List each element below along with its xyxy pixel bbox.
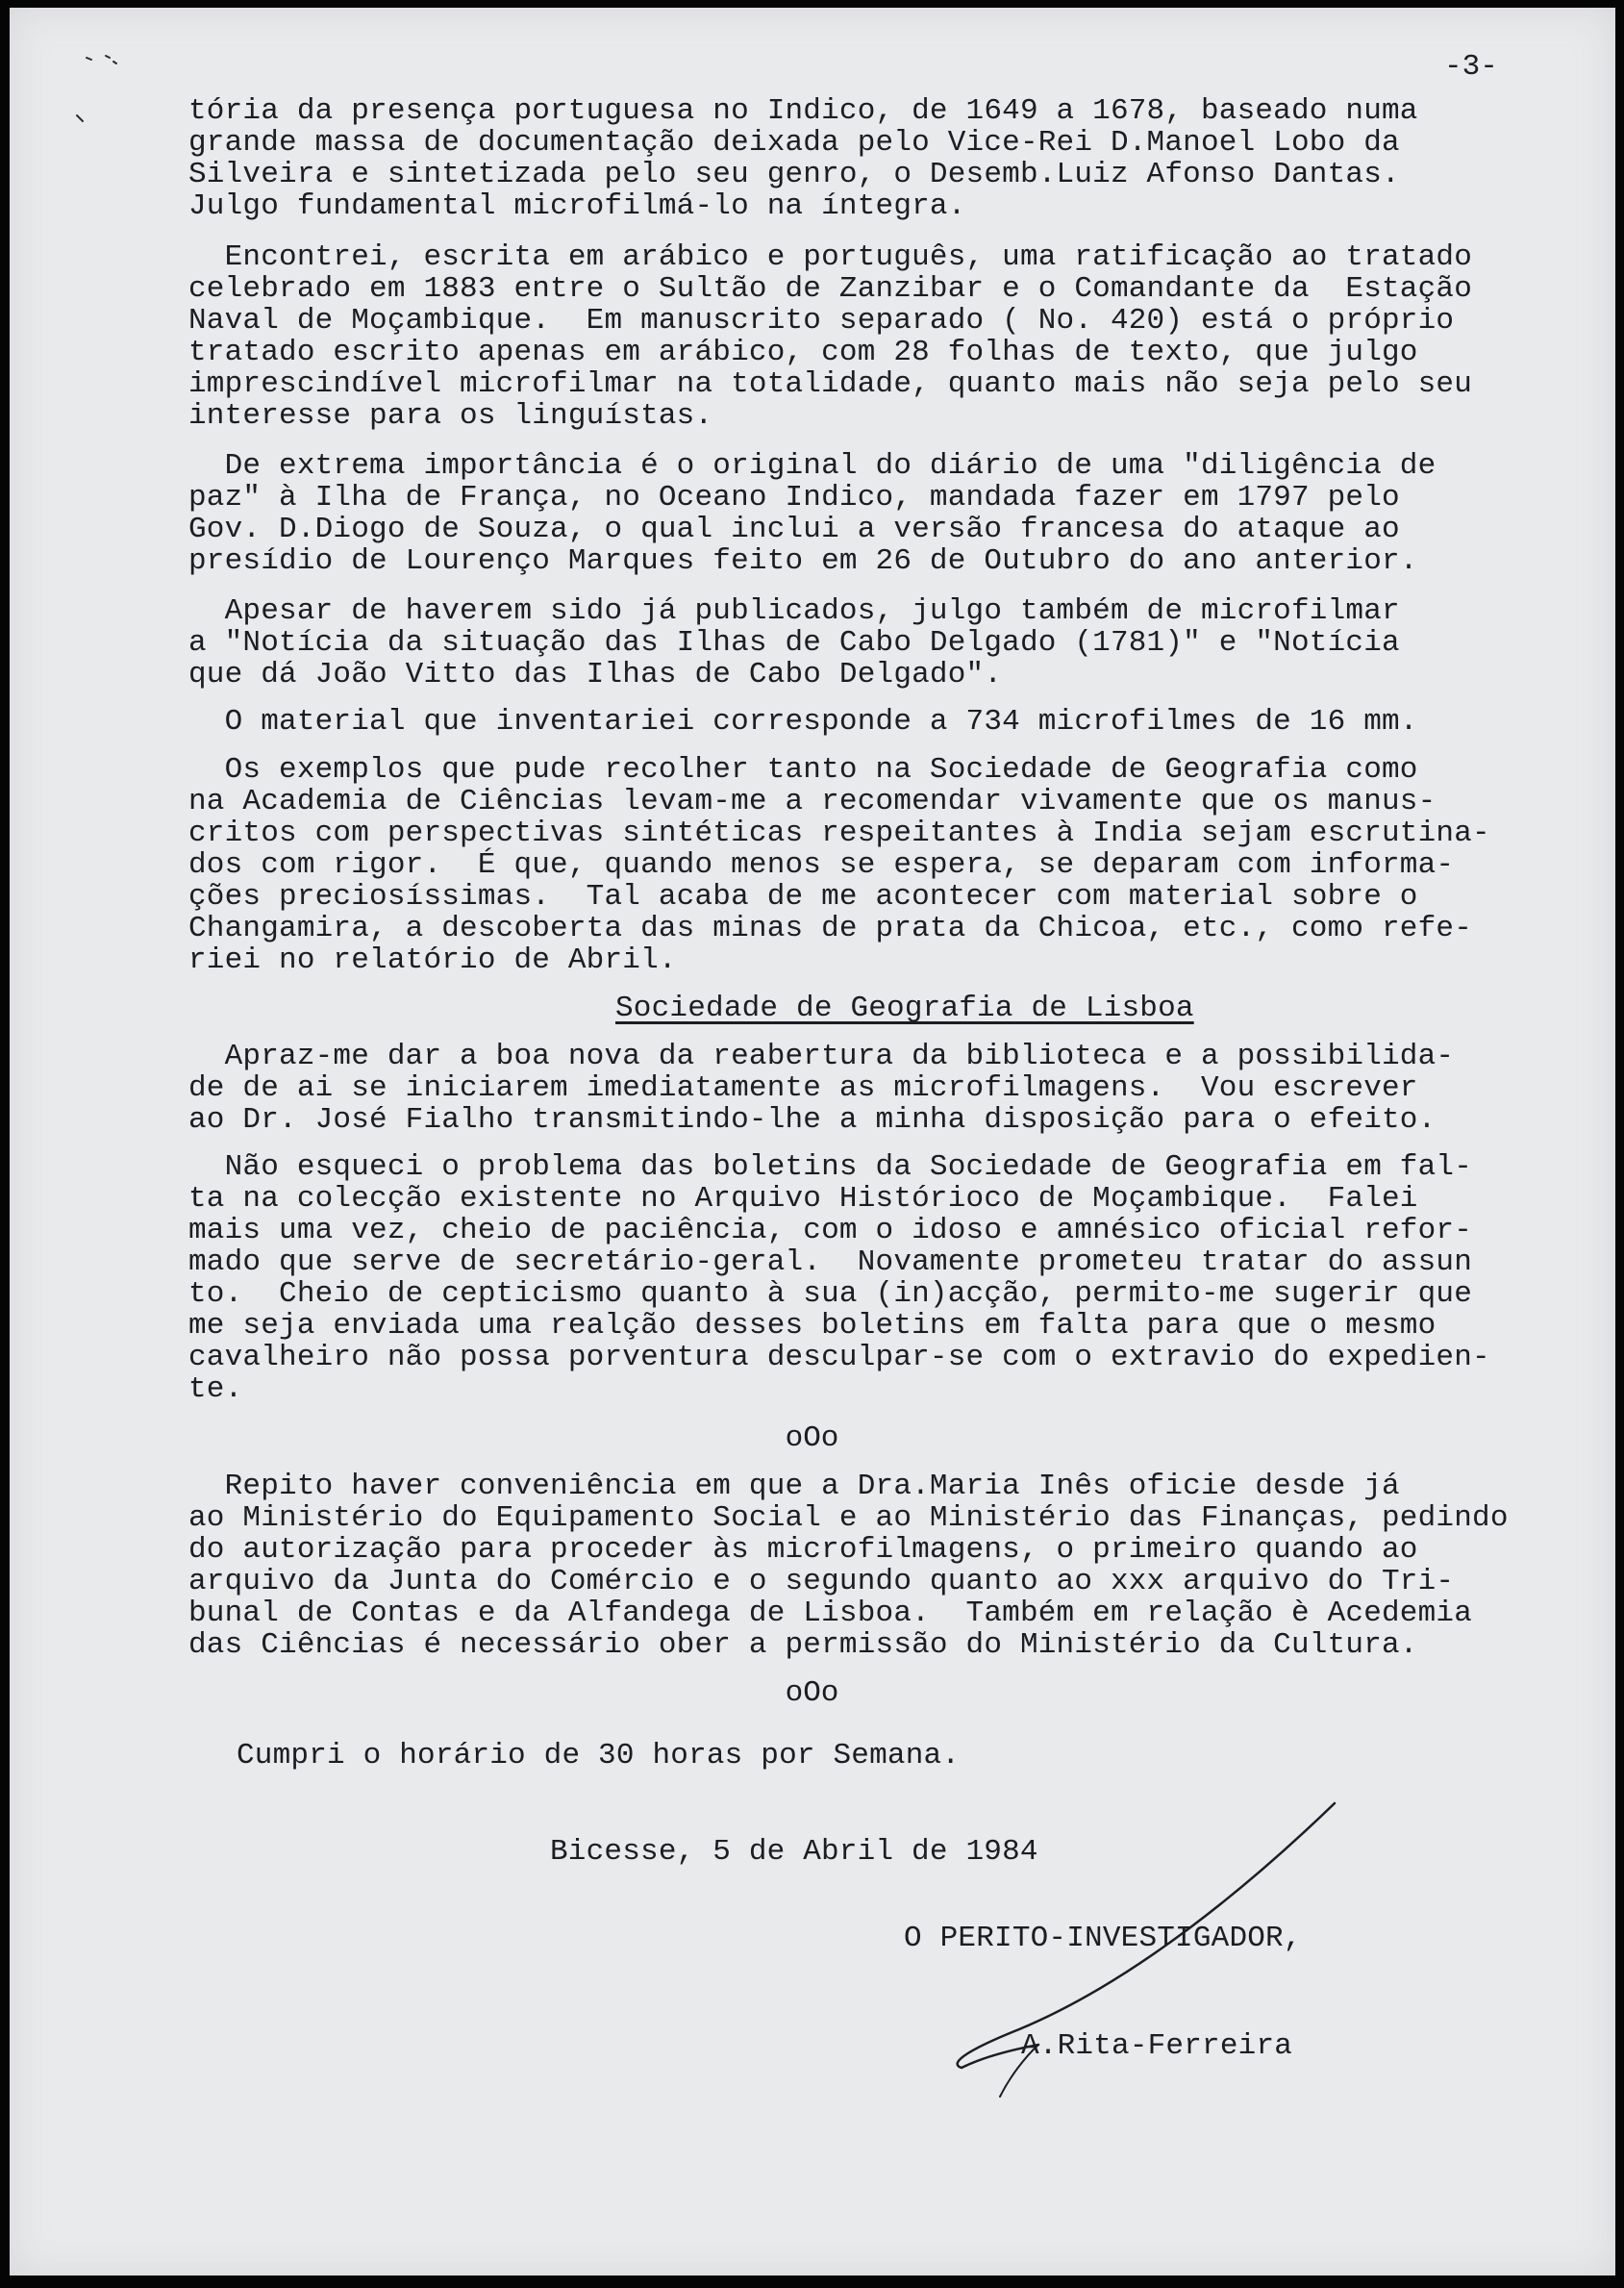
section-paragraph-2-line-5: to. Cheio de cepticismo quanto à sua (in)acção, permito-me sugerir que: [188, 1277, 1473, 1311]
separator-2: oOo: [785, 1676, 839, 1710]
section-paragraph-2-line-2: ta na colecção existente no Arquivo Histórioco de Moçambique. Falei: [188, 1182, 1418, 1216]
signatory-title: O PERITO-INVESTIGADOR,: [904, 1922, 1302, 1955]
closing-paragraph-line-3: do autorização para proceder às microfilmagens, o primeiro quando ao: [188, 1533, 1418, 1567]
paragraph-1-line-1: tória da presença portuguesa no Indico, de 1649 a 1678, baseado numa: [188, 94, 1418, 128]
section-paragraph-1-line-3: ao Dr. José Fialho transmitindo-lhe a minha disposição para o efeito.: [188, 1103, 1437, 1137]
paragraph-2-line-6: interesse para os linguístas.: [188, 399, 713, 433]
paragraph-3-line-4: presídio de Lourenço Marques feito em 26 de Outubro do ano anterior.: [188, 544, 1418, 578]
section-paragraph-2-line-1: Não esqueci o problema das boletins da Sociedade de Geografia em fal-: [188, 1150, 1473, 1184]
paragraph-3-line-2: paz" à Ilha de França, no Oceano Indico, mandada fazer em 1797 pelo: [188, 481, 1400, 515]
paragraph-5-line-1: O material que inventariei corresponde a 734 microfilmes de 16 mm.: [188, 705, 1418, 739]
paragraph-6-line-3: critos com perspectivas sintéticas respeitantes à India sejam escrutina-: [188, 817, 1490, 850]
hours-statement: Cumpri o horário de 30 horas por Semana.: [237, 1739, 961, 1773]
separator-1: oOo: [785, 1421, 839, 1455]
closing-paragraph-line-6: das Ciências é necessário ober a permissão do Ministério da Cultura.: [188, 1628, 1418, 1662]
paragraph-6-line-4: dos com rigor. É que, quando menos se espera, se deparam com informa-: [188, 848, 1455, 882]
paragraph-2-line-1: Encontrei, escrita em arábico e português, uma ratificação ao tratado: [188, 240, 1473, 274]
place-date: Bicesse, 5 de Abril de 1984: [550, 1835, 1038, 1869]
paragraph-4-line-2: a "Notícia da situação das Ilhas de Cabo Delgado (1781)" e "Notícia: [188, 626, 1400, 660]
section-paragraph-2-line-8: te.: [188, 1372, 243, 1406]
paragraph-6-line-1: Os exemplos que pude recolher tanto na Sociedade de Geografia como: [188, 753, 1418, 787]
section-heading: Sociedade de Geografia de Lisboa: [615, 992, 1194, 1025]
page-number: -3-: [1444, 50, 1498, 84]
paragraph-3-line-1: De extrema importância é o original do diário de uma "diligência de: [188, 449, 1437, 483]
closing-paragraph-line-4: arquivo da Junta do Comércio e o segundo quanto ao xxx arquivo do Tri-: [188, 1565, 1455, 1598]
closing-paragraph-line-2: ao Ministério do Equipamento Social e ao Ministério das Finanças, pedindo: [188, 1501, 1509, 1535]
section-paragraph-2-line-6: me seja enviada uma realção desses boletins em falta para que o mesmo: [188, 1309, 1437, 1343]
paragraph-3-line-3: Gov. D.Diogo de Souza, o qual inclui a versão francesa do ataque ao: [188, 513, 1400, 546]
paragraph-1-line-4: Julgo fundamental microfilmá-lo na íntegra.: [188, 189, 966, 223]
paragraph-4-line-3: que dá João Vitto das Ilhas de Cabo Delgado".: [188, 658, 1003, 691]
section-paragraph-1-line-1: Apraz-me dar a boa nova da reabertura da biblioteca e a possibilida-: [188, 1040, 1455, 1073]
paragraph-2-line-3: Naval de Moçambique. Em manuscrito separado ( No. 420) está o próprio: [188, 304, 1455, 338]
signatory-name: A.Rita-Ferreira: [1021, 2029, 1293, 2063]
paragraph-6-line-5: ções preciosíssimas. Tal acaba de me acontecer com material sobre o: [188, 880, 1418, 914]
paragraph-2-line-5: imprescindível microfilmar na totalidade, quanto mais não seja pelo seu: [188, 367, 1473, 401]
paragraph-6-line-2: na Academia de Ciências levam-me a recomendar vivamente que os manus-: [188, 785, 1437, 818]
closing-paragraph-line-5: bunal de Contas e da Alfandega de Lisboa. Também em relação è Acedemia: [188, 1597, 1473, 1630]
section-paragraph-1-line-2: de de ai se iniciarem imediatamente as microfilmagens. Vou escrever: [188, 1071, 1418, 1105]
paragraph-6-line-7: riei no relatório de Abril.: [188, 943, 677, 977]
paragraph-6-line-6: Changamira, a descoberta das minas de prata da Chicoa, etc., como refe-: [188, 912, 1473, 945]
section-paragraph-2-line-7: cavalheiro não possa porventura desculpar-se com o extravio do expedien-: [188, 1341, 1490, 1374]
paragraph-2-line-2: celebrado em 1883 entre o Sultão de Zanzibar e o Comandante da Estação: [188, 272, 1473, 306]
section-paragraph-2-line-3: mais uma vez, cheio de paciência, com o idoso e amnésico oficial refor-: [188, 1214, 1473, 1247]
closing-paragraph-line-1: Repito haver conveniência em que a Dra.Maria Inês oficie desde já: [188, 1470, 1400, 1503]
section-paragraph-2-line-4: mado que serve de secretário-geral. Novamente prometeu tratar do assun: [188, 1245, 1473, 1279]
paragraph-1-line-3: Silveira e sintetizada pelo seu genro, o Desemb.Luiz Afonso Dantas.: [188, 158, 1400, 191]
paragraph-2-line-4: tratado escrito apenas em arábico, com 28 folhas de texto, que julgo: [188, 336, 1418, 369]
paragraph-4-line-1: Apesar de haverem sido já publicados, julgo também de microfilmar: [188, 594, 1400, 628]
paragraph-1-line-2: grande massa de documentação deixada pelo Vice-Rei D.Manoel Lobo da: [188, 126, 1400, 160]
